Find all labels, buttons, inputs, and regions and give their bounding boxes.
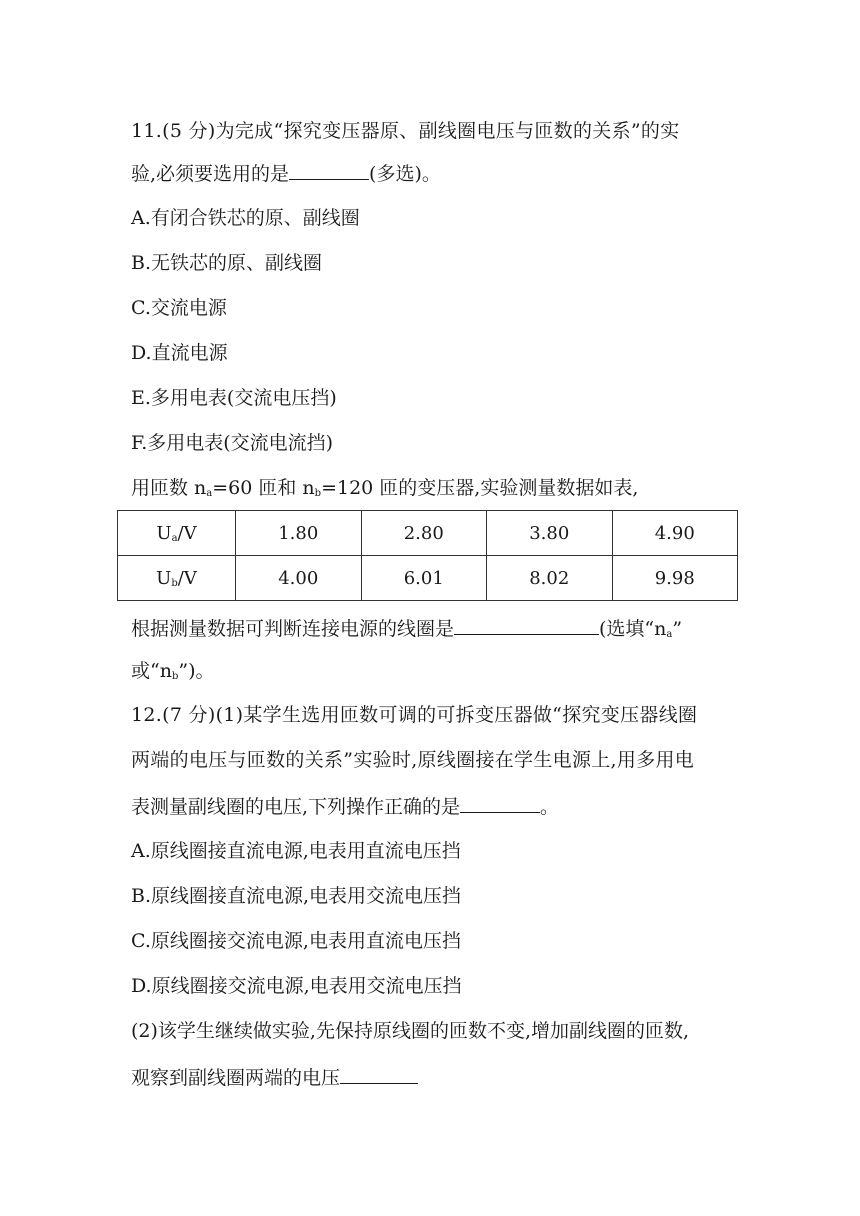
row-label-ub: $U_b/V$ bbox=[118, 556, 236, 601]
row-label-ua: $U_a/V$ bbox=[118, 511, 236, 556]
q12-answer-blank[interactable] bbox=[460, 792, 540, 813]
q11-option-d: D.直流电源 bbox=[131, 342, 228, 364]
q11-option-c: C.交流电源 bbox=[131, 297, 227, 319]
table-cell: 9.98 bbox=[612, 556, 738, 601]
q11-option-f: F.多用电表(交流电流挡) bbox=[131, 432, 334, 454]
table-cell: 6.01 bbox=[361, 556, 487, 601]
q12-part2-line1: (2)该学生继续做实验,先保持原线圈的匝数不变,增加副线圈的匝数, bbox=[131, 1020, 690, 1042]
q11-option-b: B.无铁芯的原、副线圈 bbox=[131, 252, 323, 274]
q12-stem-text: 表测量副线圈的电压,下列操作正确的是 bbox=[131, 796, 461, 818]
q11-coil-blank[interactable] bbox=[454, 614, 599, 635]
q12-option-d: D.原线圈接交流电源,电表用交流电压挡 bbox=[131, 975, 462, 997]
data-table bbox=[117, 510, 738, 601]
conclusion-text: 根据测量数据可判断连接电源的线圈是 bbox=[131, 618, 455, 640]
conclusion-hint-2: ” bbox=[672, 618, 683, 640]
table-cell: 4.90 bbox=[612, 511, 738, 556]
q11-conclusion-line1 bbox=[131, 614, 682, 648]
table-cell: 4.00 bbox=[236, 556, 362, 601]
q12-stem-line3 bbox=[131, 792, 559, 820]
table-row bbox=[118, 511, 738, 556]
q12-stem-suffix: 。 bbox=[540, 796, 560, 818]
q11-stem-line2 bbox=[131, 159, 441, 187]
q12-option-a: A.原线圈接直流电源,电表用直流电压挡 bbox=[131, 840, 461, 862]
q11-stem-suffix: (多选)。 bbox=[369, 163, 441, 185]
conclusion-sub-b: b bbox=[171, 671, 179, 682]
table-cell: 2.80 bbox=[361, 511, 487, 556]
table-cell: 1.80 bbox=[236, 511, 362, 556]
intro-text-3: =120 匝的变压器,实验测量数据如表, bbox=[321, 477, 639, 499]
q11-option-e: E.多用电表(交流电压挡) bbox=[131, 387, 337, 409]
q12-part2-text: 观察到副线圈两端的电压 bbox=[131, 1067, 341, 1089]
intro-sub-b: b bbox=[314, 488, 322, 499]
q11-conclusion-line2 bbox=[131, 658, 215, 690]
q12-voltage-blank[interactable] bbox=[340, 1063, 418, 1084]
q12-part2-line2 bbox=[131, 1063, 418, 1091]
conclusion-hint-4: ”)。 bbox=[178, 660, 215, 682]
table-row bbox=[118, 556, 738, 601]
q12-stem-line2: 两端的电压与匝数的关系”实验时,原线圈接在学生电源上,用多用电 bbox=[131, 749, 695, 771]
q11-stem-line1: 11.(5 分)为完成“探究变压器原、副线圈电压与匝数的关系”的实 bbox=[131, 120, 680, 142]
q11-answer-blank[interactable] bbox=[289, 159, 369, 180]
q12-stem-line1: 12.(7 分)(1)某学生选用匝数可调的可拆变压器做“探究变压器线圈 bbox=[131, 704, 698, 726]
q12-option-b: B.原线圈接直流电源,电表用交流电压挡 bbox=[131, 885, 462, 907]
intro-text-1: 用匝数 n bbox=[131, 477, 207, 499]
table-cell: 8.02 bbox=[487, 556, 613, 601]
q12-option-c: C.原线圈接交流电源,电表用直流电压挡 bbox=[131, 930, 461, 952]
q11-stem-text: 验,必须要选用的是 bbox=[131, 163, 290, 185]
intro-text-2: =60 匝和 n bbox=[212, 477, 315, 499]
q11-table-intro bbox=[131, 475, 638, 507]
intro-sub-a: a bbox=[206, 488, 213, 499]
q11-option-a: A.有闭合铁芯的原、副线圈 bbox=[131, 207, 360, 229]
table-cell: 3.80 bbox=[487, 511, 613, 556]
conclusion-hint-3: 或“n bbox=[131, 660, 172, 682]
conclusion-sub-a: a bbox=[666, 629, 673, 640]
conclusion-hint-1: (选填“n bbox=[599, 618, 667, 640]
